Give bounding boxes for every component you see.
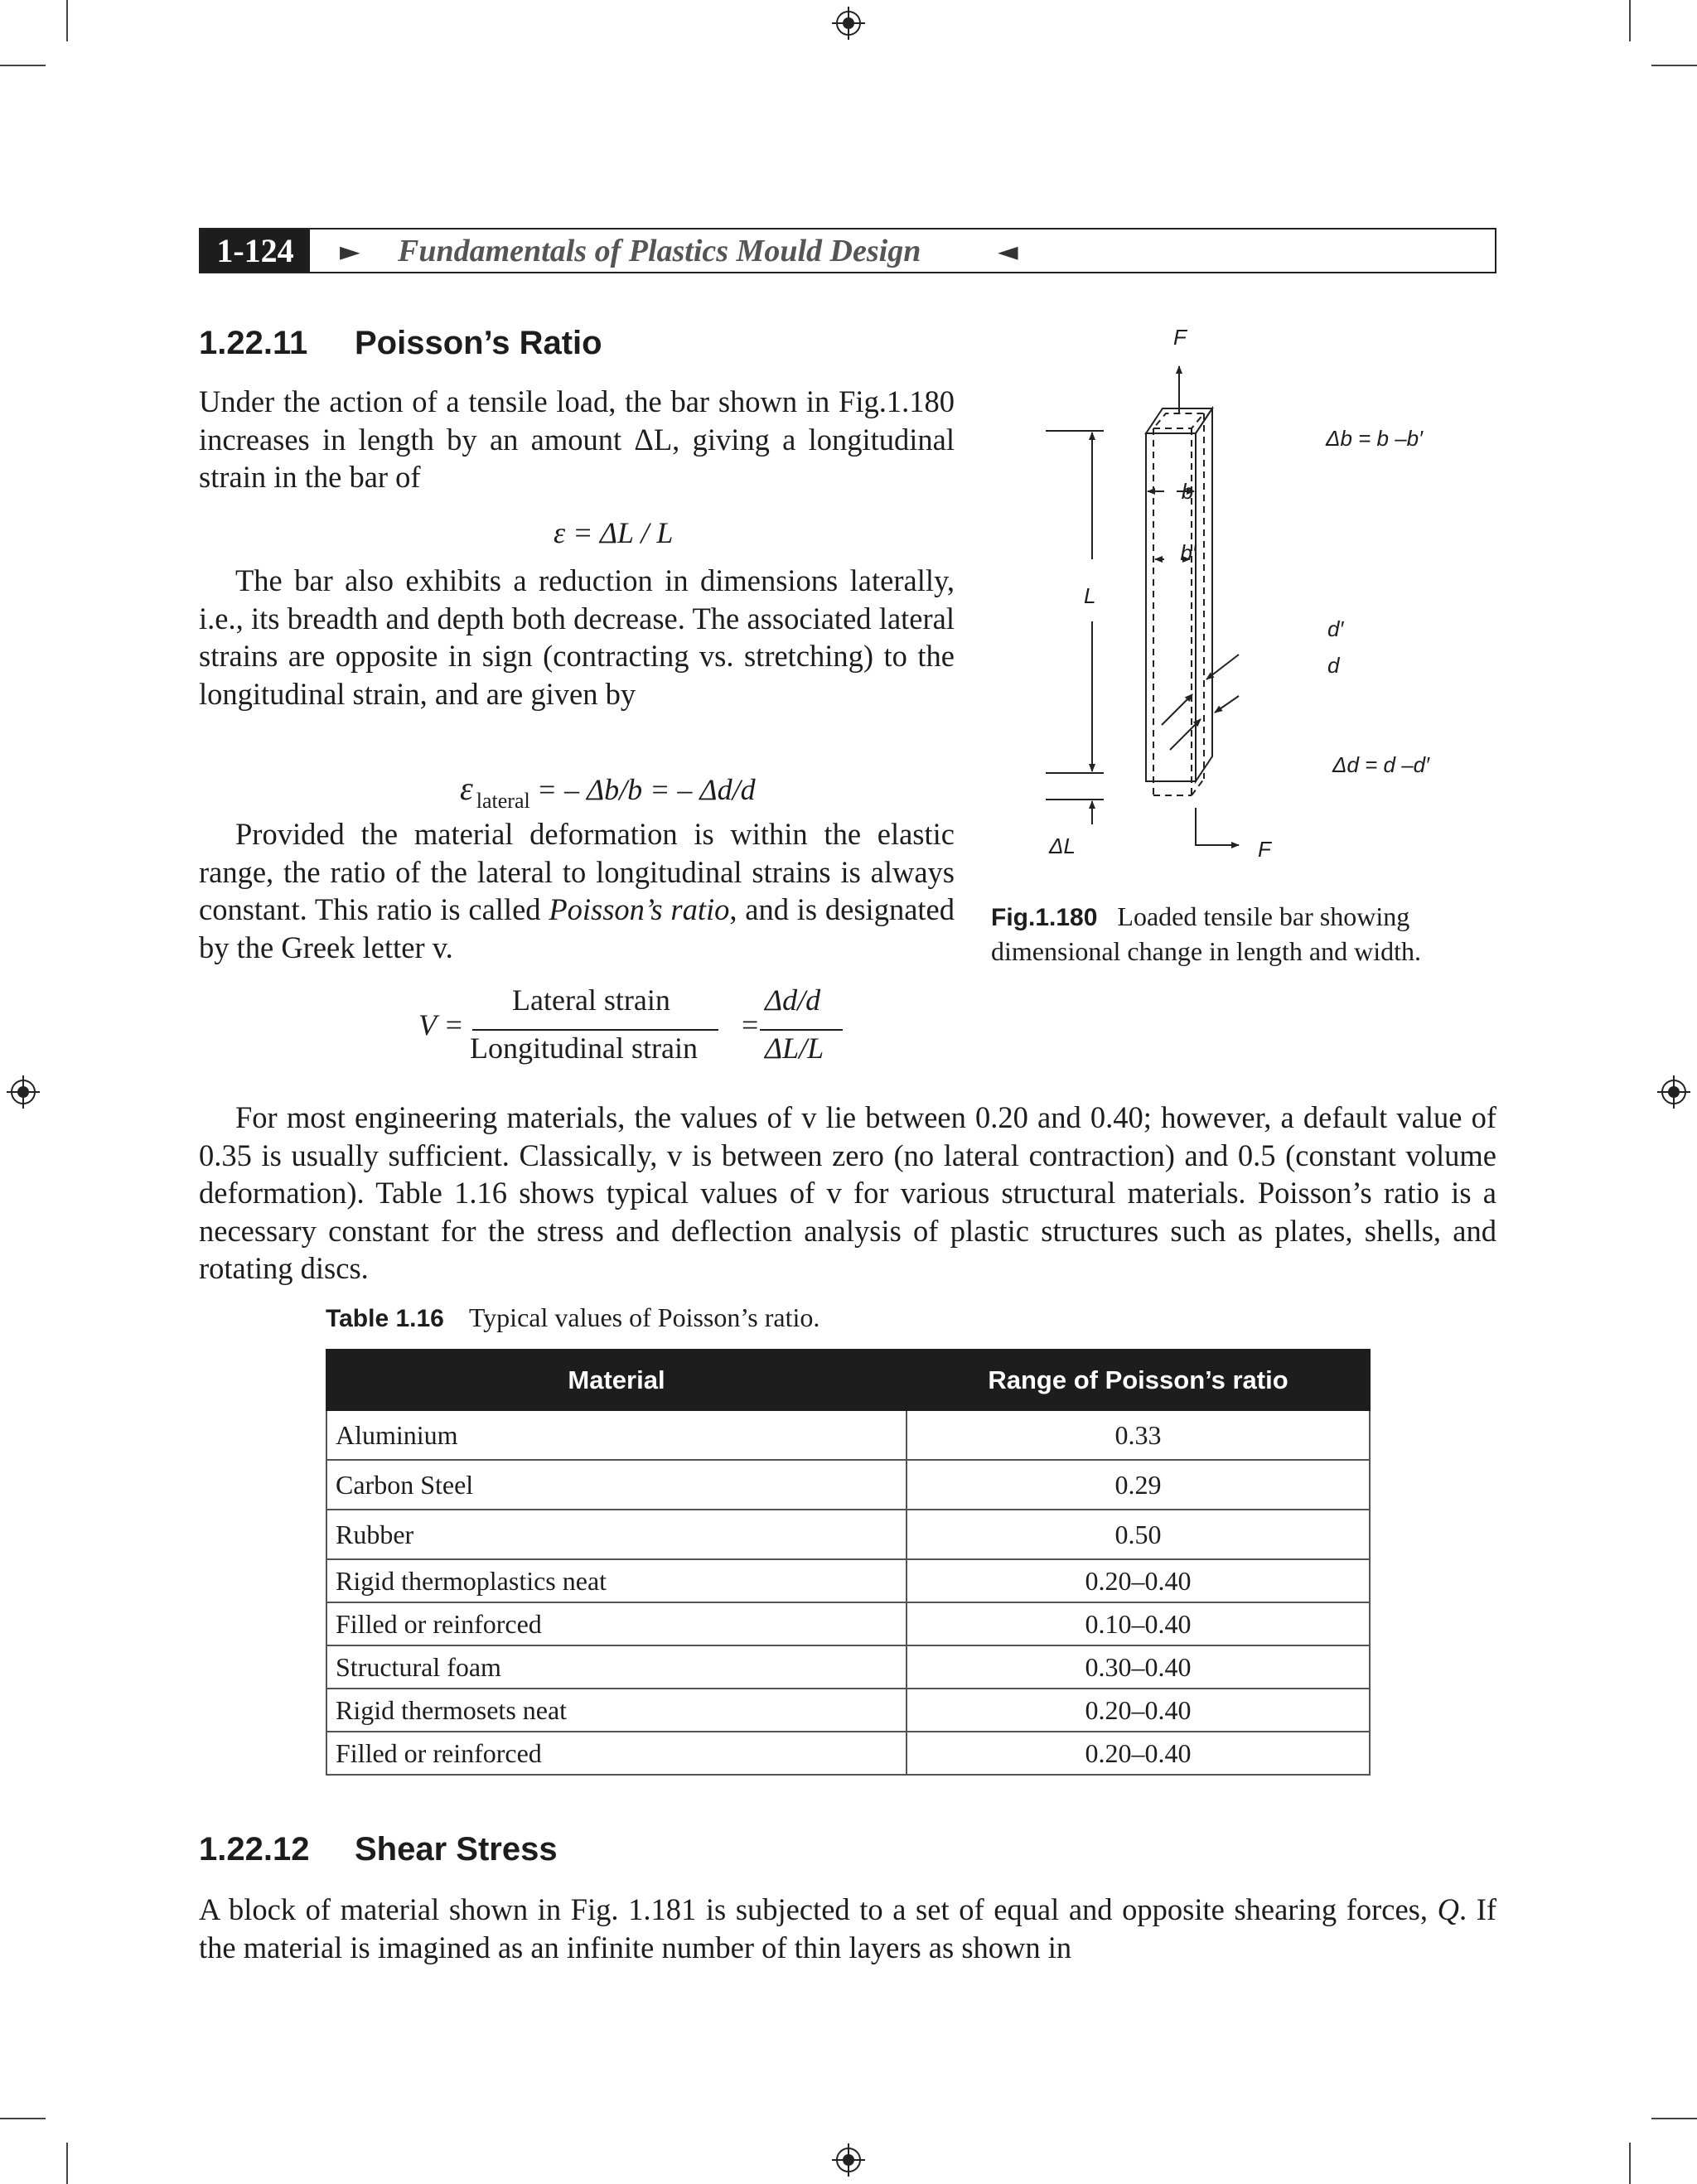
term-poissons-ratio: Poisson’s ratio	[549, 892, 730, 926]
page-number: 1-124	[201, 230, 310, 272]
registration-mark-icon	[830, 2142, 867, 2178]
table-row	[326, 1460, 1370, 1510]
label-F-top: F	[1173, 325, 1187, 350]
table-header-row	[326, 1350, 1370, 1410]
load-arrow-bottom	[1196, 808, 1239, 845]
crop-mark	[66, 0, 68, 41]
label-d: d	[1327, 653, 1340, 678]
table-caption-label: Table 1.16	[326, 1305, 444, 1332]
label-delta-d: Δd = d –d′	[1332, 752, 1430, 777]
figure-caption-text: Loaded tensile bar showing dimensional change in length and width.	[991, 901, 1421, 966]
ratio-cell: 0.30–0.40	[907, 1645, 1370, 1689]
paragraph: Under the action of a tensile load, the bar shown in Fig.1.180 increases in length by an amount ΔL, giving a longitudinal strain in the bar of	[199, 384, 955, 494]
eq-denominator: ΔL/L	[765, 1032, 824, 1065]
ratio-cell: 0.20–0.40	[907, 1689, 1370, 1732]
table-row	[326, 1645, 1370, 1689]
paragraph: The bar also exhibits a reduction in dimensions laterally, i.e., its breadth and depth both decrease. The associated lateral strains are opposite in sign (contracting vs. stretching) to the longitudinal strain, and are given by	[199, 563, 955, 711]
equation-strain: ε = ΔL / L	[554, 516, 674, 549]
table-caption	[326, 1302, 819, 1333]
registration-mark-icon	[830, 5, 867, 41]
table-row	[326, 1510, 1370, 1559]
crop-mark	[66, 2143, 68, 2184]
material-cell: Filled or reinforced	[326, 1602, 907, 1645]
paragraph-text: A block of material shown in Fig. 1.181 is subjected to a set of equal and opposite shearing forces,	[199, 1892, 1438, 1926]
material-cell: Structural foam	[326, 1645, 907, 1689]
term-shear-force: Q	[1437, 1892, 1459, 1926]
material-cell: Carbon Steel	[326, 1460, 907, 1510]
registration-mark-icon	[5, 1074, 41, 1110]
running-header	[199, 228, 1496, 273]
table-row	[326, 1410, 1370, 1460]
label-b: b	[1181, 479, 1194, 504]
material-cell: Aluminium	[326, 1410, 907, 1460]
eq-symbol: ε	[460, 770, 473, 807]
eq-rhs: = – Δb/b = – Δd/d	[536, 773, 756, 806]
material-cell: Rigid thermoplastics neat	[326, 1559, 907, 1602]
equation-lateral-strain	[460, 769, 756, 813]
section-number: 1.22.11	[199, 325, 308, 361]
label-L: L	[1084, 583, 1096, 608]
ratio-cell: 0.10–0.40	[907, 1602, 1370, 1645]
ratio-cell: 0.20–0.40	[907, 1732, 1370, 1775]
section-heading	[199, 325, 602, 362]
eq-subscript: lateral	[476, 789, 530, 813]
paragraph	[199, 1891, 1496, 1966]
paragraph-text: . If the material is imagined as an infinite number of thin layers as shown in	[199, 1892, 1497, 1964]
table-row	[326, 1559, 1370, 1602]
crop-mark	[1629, 2143, 1631, 2184]
label-F-bottom: F	[1258, 837, 1271, 862]
poisson-ratio-table	[326, 1349, 1371, 1776]
material-cell: Rubber	[326, 1510, 907, 1559]
book-title-text: Fundamentals of Plastics Mould Design	[398, 233, 921, 268]
equation-poisson	[418, 983, 849, 1074]
eq-equals: =	[742, 1008, 759, 1041]
label-delta-L: ΔL	[1049, 833, 1076, 858]
column-header-range: Range of Poisson’s ratio	[907, 1350, 1370, 1410]
crop-mark	[1629, 0, 1631, 41]
crop-mark	[0, 2118, 46, 2119]
registration-mark-icon	[1656, 1074, 1692, 1110]
column-header-material: Material	[326, 1350, 907, 1410]
figure-caption	[991, 900, 1505, 968]
section-title: Shear Stress	[355, 1831, 558, 1868]
eq-denominator: Longitudinal strain	[470, 1032, 698, 1065]
ratio-cell: 0.20–0.40	[907, 1559, 1370, 1602]
label-b-prime: b′	[1180, 540, 1197, 565]
section-heading	[199, 1831, 558, 1868]
section-number: 1.22.12	[199, 1831, 310, 1868]
ratio-cell: 0.33	[907, 1410, 1370, 1460]
depth-arrows	[1162, 655, 1239, 750]
table-caption-text: Typical values of Poisson’s ratio.	[468, 1302, 820, 1332]
right-pointer-icon: ►	[340, 234, 360, 267]
material-cell: Rigid thermosets neat	[326, 1689, 907, 1732]
table-row	[326, 1732, 1370, 1775]
crop-mark	[1651, 2118, 1697, 2119]
book-title	[398, 230, 921, 272]
bar-body	[1146, 408, 1212, 781]
tensile-bar-figure	[1027, 323, 1492, 887]
ratio-cell: 0.29	[907, 1460, 1370, 1510]
section-title: Poisson’s Ratio	[355, 325, 602, 361]
paragraph	[199, 815, 955, 966]
eq-lhs: V =	[418, 1008, 464, 1041]
label-delta-b: Δb = b –b′	[1326, 426, 1424, 451]
ratio-cell: 0.50	[907, 1510, 1370, 1559]
eq-numerator: Δd/d	[765, 983, 821, 1017]
paragraph-text: , and is designated by the Greek letter v.	[199, 892, 955, 964]
paragraph: For most engineering materials, the values of v lie between 0.20 and 0.40; however, a default value of 0.35 is usually sufficient. Classically, v is between zero (no lateral contraction) and 0.5 (constant volume deformation). Table 1.16 shows typical values of v for various structural materials. Poisson’s ratio is a necessary constant for the stress and deflection analysis of plastic structures such as plates, shells, and rotating discs.	[199, 1100, 1496, 1285]
material-cell: Filled or reinforced	[326, 1732, 907, 1775]
paragraph-text: Provided the material deformation is within the elastic range, the ratio of the lateral to longitudinal strains is always constant. This ratio is called	[199, 817, 955, 926]
table-row	[326, 1689, 1370, 1732]
eq-numerator: Lateral strain	[512, 983, 670, 1017]
figure-caption-label: Fig.1.180	[991, 904, 1098, 931]
crop-mark	[0, 65, 46, 66]
label-d-prime: d′	[1327, 616, 1344, 641]
length-dimension	[1046, 431, 1104, 824]
left-pointer-icon: ◄	[998, 234, 1018, 267]
table-row	[326, 1602, 1370, 1645]
crop-mark	[1651, 65, 1697, 66]
